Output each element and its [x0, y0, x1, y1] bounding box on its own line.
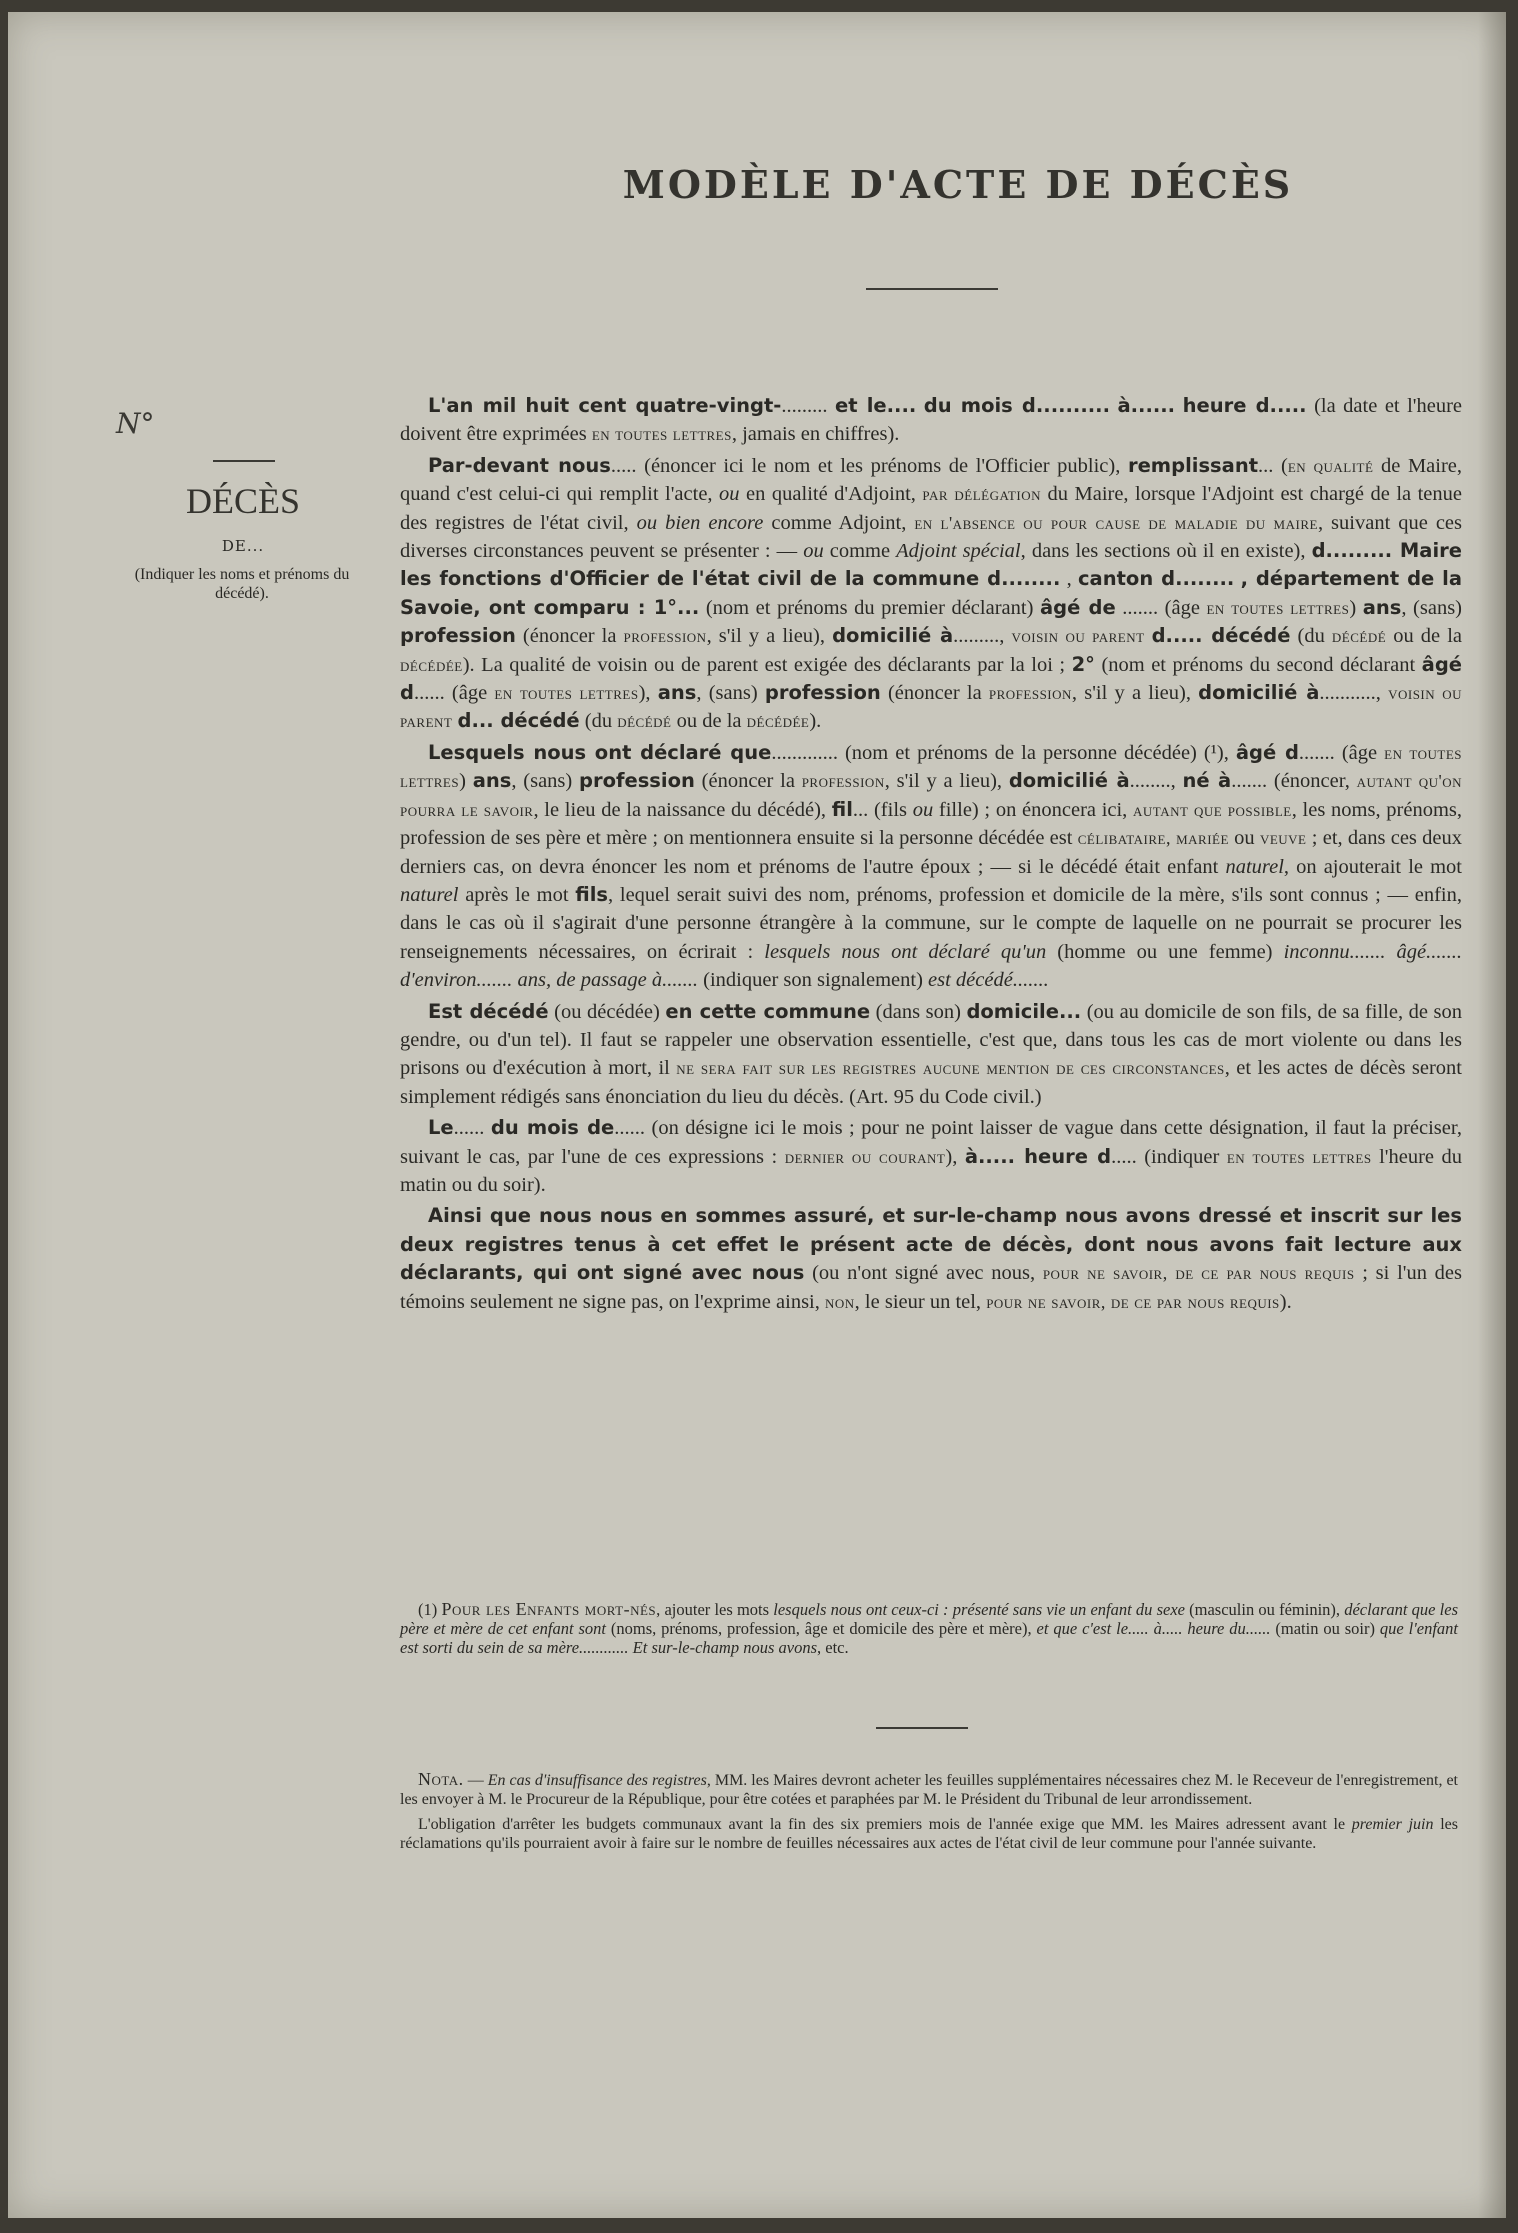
text-run: ne sera fait sur les registres aucune mention de ces circonstances — [676, 1058, 1225, 1079]
text-run: en cette commune — [665, 999, 871, 1023]
text-run: heure d..... — [1182, 394, 1307, 417]
text-run: L'obligation d'arrêter les budgets communaux avant la fin des six premiers mois de l'année exige que MM. les Maires adressent avant le — [418, 1816, 1352, 1833]
text-run: , suivant que ces diverses circonstances peuvent se présenter : — — [400, 511, 1463, 563]
text-run: à...... — [1117, 394, 1176, 417]
text-run: ........, — [1129, 770, 1183, 793]
text-run: ou bien encore — [636, 511, 764, 534]
text-run: domicilié à — [1198, 681, 1320, 705]
text-run: ). — [809, 710, 822, 733]
text-run: fille) ; on énoncera ici, — [933, 798, 1134, 821]
text-run: d... décédé — [457, 709, 580, 733]
text-run: profession — [579, 769, 695, 793]
text-run: ........., — [953, 625, 1012, 648]
text-run: ou — [912, 798, 934, 821]
text-run: , ajouter les mots — [656, 1600, 774, 1619]
text-run: , le lieu de la naissance du décédé), — [533, 798, 832, 821]
text-run: Nota. — [418, 1769, 464, 1789]
text-run: d......... Maire les fonctions d'Officier de l'état civil de la commune d........ — [400, 539, 1462, 591]
text-run: que l'enfant est sorti du sein de sa mère............ Et sur-le-champ nous avons — [400, 1619, 1459, 1657]
nota-budgets — [400, 1815, 1458, 1853]
text-run: (ou au domicile de son fils, de sa fille, de son gendre, ou d'un tel). Il faut se rappeler une observation essentielle, c'est que, dans tous les cas de mort violente ou dans les prisons ou d'exécution à mort, il — [400, 1000, 1462, 1080]
text-run: en toutes lettres — [494, 683, 639, 704]
text-run: , — [1060, 568, 1078, 591]
text-run: , (sans) — [696, 682, 765, 705]
text-run: (1) — [418, 1600, 442, 1619]
text-run: Ainsi que nous nous en sommes assuré, et sur-le-champ nous avons dressé et inscrit sur les deux registres tenus à cet effet le présent acte de décès, dont nous avons fait lecture aux déclarants, qui ont signé avec nous — [400, 1204, 1462, 1285]
text-run: et que c'est le..... à..... heure du...... — [1036, 1619, 1271, 1638]
text-run: ans — [657, 681, 697, 705]
text-run: fil — [831, 797, 853, 821]
text-run: voisin ou parent — [400, 683, 1463, 732]
text-run: , département de la Savoie, ont comparu : 1°... — [400, 567, 1463, 619]
text-run: ......... — [781, 395, 836, 417]
text-run: ou — [803, 540, 824, 563]
text-run: , jamais en chiffres). — [731, 423, 900, 446]
text-run: ans — [472, 769, 512, 793]
document-page — [8, 12, 1506, 2218]
text-run: (nom et prénoms du second déclarant — [1094, 653, 1422, 676]
text-run: premier juin — [1351, 1816, 1434, 1833]
text-run: célibataire, mariée — [1077, 828, 1229, 849]
text-run: , lequel serait suivi des nom, prénoms, profession et domicile de la mère, s'ils sont connus ; — enfin, dans le cas où il s'agirait d'une personne étrangère à la commune, sur le compte de laquelle on ne pourrait se procurer les renseignements nécessaires, on écrirait : — [400, 883, 1462, 963]
text-run: naturel — [1225, 855, 1284, 878]
text-run: , s'il y a lieu), — [1071, 682, 1199, 705]
text-run: ). — [1279, 1290, 1292, 1313]
text-run: en toutes lettres — [400, 742, 1462, 792]
text-run: veuve — [1259, 828, 1307, 849]
text-run: , dans les sections où il en existe), — [1020, 540, 1312, 563]
text-run: comme — [823, 540, 897, 563]
text-run: Par-devant nous — [428, 453, 611, 477]
paragraph-place-of-death — [400, 998, 1462, 1112]
text-run: (du — [579, 710, 618, 733]
text-run: en l'absence ou pour cause de maladie du maire — [914, 512, 1318, 533]
text-run: profession — [988, 683, 1072, 704]
text-run: , etc. — [817, 1638, 849, 1657]
margin-divider — [213, 460, 275, 462]
text-run: ) — [459, 770, 473, 793]
footnote-divider — [876, 1727, 968, 1729]
text-run: ....... (âge — [1115, 596, 1207, 619]
text-run: (énoncer la — [515, 625, 624, 648]
paragraph-date — [400, 392, 1462, 449]
text-run: en toutes lettres — [1206, 597, 1350, 618]
text-run: remplissant — [1127, 453, 1259, 477]
text-run: Adjoint spécial — [896, 540, 1021, 563]
text-run: ....... (âge — [1298, 741, 1385, 764]
text-run: ... ( — [1258, 454, 1288, 477]
margin-de-label: DE... — [221, 537, 265, 555]
footnote-text — [400, 1600, 1458, 1657]
text-run: décédé — [1331, 626, 1387, 647]
text-run: profession — [623, 626, 707, 647]
margin-heading: DÉCÈS — [185, 481, 300, 521]
text-run: , le sieur un tel, — [854, 1290, 987, 1313]
text-run: en toutes lettres — [1226, 1146, 1372, 1167]
text-run: naturel — [400, 883, 459, 906]
text-run: ou — [719, 483, 740, 506]
text-run: non — [825, 1291, 855, 1312]
text-run: (énoncer la — [880, 682, 989, 705]
text-run: âgé de — [1039, 595, 1116, 619]
text-run: ou de la — [671, 710, 747, 733]
text-run: domicile... — [966, 999, 1082, 1023]
text-run: , s'il y a lieu), — [884, 770, 1009, 793]
text-run: (ou décédée) — [548, 1000, 666, 1023]
text-run: ...... (on désigne ici le mois ; pour ne point laisser de vague dans cette désignation, il faut la préciser, suivant le cas, par l'une de ces expressions : — [400, 1117, 1463, 1168]
text-run: est décédé....... — [928, 969, 1049, 992]
text-run: lesquels nous ont ceux-ci : présenté sans vie un enfant du sexe — [773, 1600, 1185, 1619]
nota-section — [400, 1770, 1458, 1859]
text-run: ; et, dans ces deux derniers cas, on devra énoncer les nom et prénoms de l'autre époux ; — si le décédé était enfant — [400, 827, 1463, 878]
text-run: , MM. les Maires devront acheter les feuilles supplémentaires nécessaires chez M. le Receveur de l'enregistrement, et les envoyer à M. le Procureur de la République, pour être cotées et paraphées par M. le Président du Tribunal de leur arrondissement. — [400, 1772, 1458, 1808]
text-run: (du — [1290, 625, 1332, 648]
text-run: Est décédé — [428, 999, 549, 1023]
text-run: , on ajouterait le mot — [1283, 855, 1462, 878]
text-run: comme Adjoint, — [763, 511, 915, 534]
nota-registers — [400, 1770, 1458, 1809]
text-run: (matin ou soir) — [1270, 1619, 1380, 1638]
text-run: en qualité — [1287, 455, 1374, 476]
text-run: ............. (nom et prénoms de la personne décédée) (¹), — [771, 741, 1236, 764]
text-run: du Maire, lorsque l'Adjoint est chargé de la tenue des registres de l'état civil, — [400, 483, 1463, 534]
text-run: (la date et l'heure doivent être exprimées — [400, 395, 1463, 446]
text-run: (énoncer la — [694, 770, 802, 793]
text-run: domicilié à — [832, 624, 954, 648]
text-run: ..... (énoncer ici le nom et les prénoms de l'Officier public), — [610, 454, 1128, 477]
title-divider — [866, 288, 998, 290]
text-run: après le mot — [458, 883, 576, 906]
text-run: , s'il y a lieu), — [706, 625, 833, 648]
text-run: (masculin ou féminin), — [1184, 1600, 1345, 1619]
text-run — [1175, 395, 1183, 417]
text-run: à..... heure d — [964, 1144, 1112, 1168]
text-run: ou de la — [1386, 625, 1462, 648]
text-run: Lesquels nous ont déclaré que — [428, 740, 772, 764]
text-run: déclarant que les père et mère de cet enfant sont — [400, 1600, 1459, 1638]
text-run: décédée — [746, 711, 810, 732]
text-run: , (sans) — [511, 770, 580, 793]
text-run: lesquels nous ont déclaré qu'un — [764, 940, 1047, 963]
text-run: inconnu....... âgé....... d'environ....... ans, de passage à....... — [400, 940, 1462, 992]
text-run: profession — [801, 771, 885, 792]
text-run: ..... (indiquer — [1111, 1145, 1227, 1168]
text-run: autant que possible — [1133, 799, 1292, 820]
margin-number-label: N° — [116, 407, 155, 440]
text-run: profession — [764, 681, 881, 705]
text-run: décédé — [617, 711, 672, 732]
text-run — [1145, 625, 1152, 647]
text-run: domicilié à — [1008, 769, 1130, 793]
text-run: profession — [400, 624, 516, 648]
text-run: les réclamations qu'ils pourraient avoir à faire sur le nombre de feuilles nécessaires aux actes de l'état civil de leur commune pour l'année suivante. — [400, 1816, 1458, 1852]
text-run: décédée — [400, 654, 463, 675]
text-run: ), — [638, 682, 658, 705]
text-run: 2° — [1071, 652, 1095, 676]
text-run: ... (fils — [852, 798, 913, 821]
text-run: ). La qualité de voisin ou de parent est exigée des déclarants par la loi ; — [462, 653, 1072, 676]
text-run: autant qu'on pourra le savoir — [400, 771, 1462, 820]
text-run: d..... décédé — [1151, 624, 1291, 648]
text-run: âgé d — [1235, 740, 1299, 764]
text-run: Pour les Enfants mort-nés — [441, 1599, 657, 1619]
act-body — [400, 392, 1462, 1319]
text-run: L'an mil huit cent quatre-vingt- — [428, 394, 782, 417]
text-run: âgé d — [400, 652, 1462, 705]
text-run: ...... (âge — [413, 682, 495, 705]
footnote-stillborn — [400, 1600, 1458, 1657]
text-run: pour ne savoir, de ce par nous requis — [1042, 1263, 1355, 1284]
paragraph-officer-declarants — [400, 452, 1462, 736]
text-run: ou — [1228, 827, 1260, 850]
text-run: Le — [428, 1116, 454, 1140]
text-run: (noms, prénoms, profession, âge et domicile des père et mère), — [605, 1619, 1037, 1638]
text-run: en toutes lettres — [591, 424, 732, 445]
text-run: (indiquer son signalement) — [698, 969, 929, 992]
document-title: MODÈLE D'ACTE DE DÉCÈS — [622, 162, 1294, 207]
text-run: (nom et prénoms du premier déclarant) — [699, 596, 1040, 619]
text-run: (ou n'ont signé avec nous, — [804, 1262, 1043, 1285]
text-run: , et les actes de décès seront simplement rédigés sans énonciation du lieu du décès. (Art. 95 du Code civil.) — [400, 1057, 1462, 1108]
text-run: , les noms, prénoms, profession de ses père et mère ; on mentionnera ensuite si la personne décédée est — [400, 798, 1462, 850]
text-run: par délégation — [922, 484, 1041, 505]
text-run: — — [463, 1772, 488, 1789]
text-run — [916, 395, 924, 417]
text-run: né à — [1182, 769, 1232, 793]
text-run: ...... — [453, 1117, 491, 1140]
text-run: ....... (énoncer, — [1231, 770, 1357, 793]
text-run: de Maire, quand c'est celui-ci qui remplit l'acte, — [400, 454, 1463, 506]
text-run: canton d........ — [1078, 567, 1235, 591]
text-run: du mois de — [490, 1116, 615, 1140]
text-run: l'heure du matin ou du soir). — [400, 1145, 1462, 1196]
text-run: pour ne savoir, de ce par nous requis — [986, 1291, 1280, 1312]
text-run: en qualité d'Adjoint, — [739, 483, 923, 506]
text-run: ) — [1349, 596, 1363, 619]
text-run: En cas d'insuffisance des registres — [487, 1772, 707, 1789]
margin-instruction: (Indiquer les noms et prénoms du décédé). — [134, 566, 350, 602]
text-run: voisin ou parent — [1011, 626, 1145, 647]
text-run: ; si l'un des témoins seulement ne signe pas, on l'exprime ainsi, — [400, 1262, 1463, 1313]
text-run: fils — [575, 882, 609, 906]
text-run: du mois d.......... — [923, 394, 1110, 417]
text-run: ..........., — [1319, 682, 1389, 705]
text-run: (homme ou une femme) — [1046, 940, 1284, 963]
text-run: ), — [945, 1145, 965, 1168]
text-run: ans — [1362, 595, 1402, 619]
paragraph-deceased — [400, 739, 1462, 995]
text-run: , (sans) — [1401, 596, 1462, 619]
paragraph-date-of-death — [400, 1114, 1462, 1199]
text-run: (dans son) — [870, 1000, 967, 1023]
text-run: dernier ou courant — [784, 1146, 946, 1167]
text-run: et le.... — [835, 394, 917, 417]
paragraph-closing — [400, 1202, 1462, 1316]
